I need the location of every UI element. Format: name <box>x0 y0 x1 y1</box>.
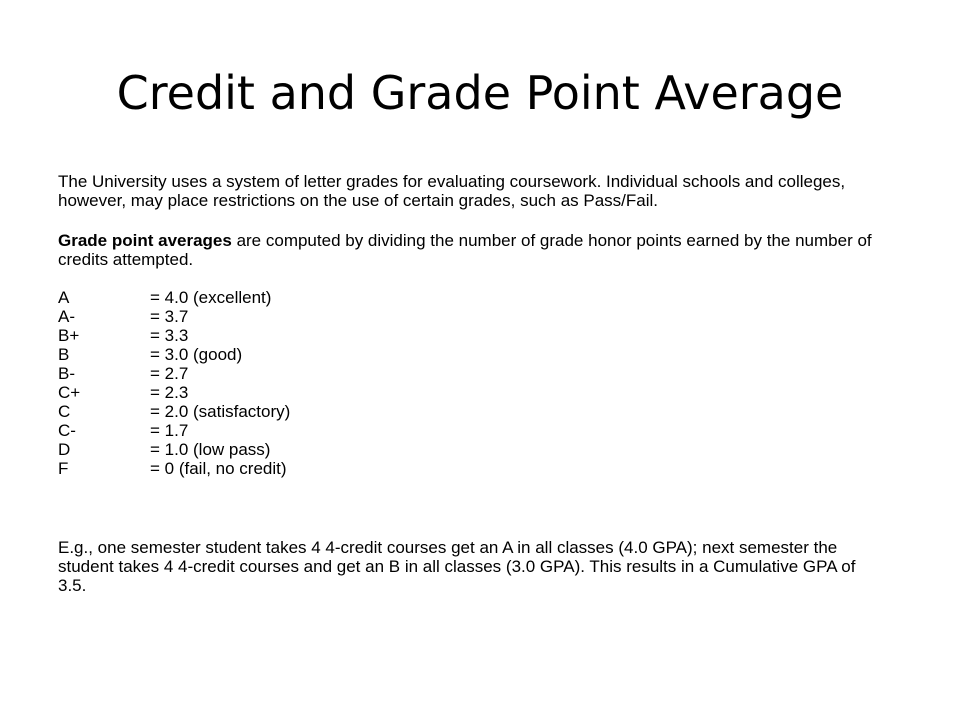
grade-letter: B+ <box>58 326 80 345</box>
grade-letter: D <box>58 440 71 459</box>
grade-value: = 2.0 (satisfactory) <box>150 402 291 421</box>
grade-row <box>58 440 290 459</box>
gpa-definition-text: are computed by dividing the number of grade honor points earned by the number of credits attempted. <box>58 231 872 269</box>
intro-paragraph: The University uses a system of letter grades for evaluating coursework. Individual schools and colleges, however, may place restrictions on the use of certain grades, such as Pass/Fail. <box>58 172 846 210</box>
grade-value: = 2.7 <box>150 364 189 383</box>
grade-row <box>58 364 290 383</box>
grade-letter: C- <box>58 421 76 440</box>
grade-letter: F <box>58 459 69 478</box>
grade-value: = 2.3 <box>150 383 189 402</box>
grade-value: = 3.7 <box>150 307 189 326</box>
grade-value: = 1.0 (low pass) <box>150 440 271 459</box>
grade-row <box>58 402 290 421</box>
grade-letter: B- <box>58 364 75 383</box>
grade-row <box>58 421 290 440</box>
grade-row <box>58 459 290 478</box>
grade-letter: C+ <box>58 383 81 402</box>
slide-title: Credit and Grade Point Average <box>116 66 844 120</box>
grade-row <box>58 345 290 364</box>
grade-row <box>58 288 290 307</box>
grade-value: = 3.3 <box>150 326 189 345</box>
gpa-definition-paragraph <box>58 231 908 269</box>
example-paragraph: E.g., one semester student takes 4 4-credit courses get an A in all classes (4.0 GPA); next semester the student takes 4 4-credit courses and get an B in all classes (3.0 GPA). This results in a Cumulative GPA of 3.5. <box>58 538 856 595</box>
grade-scale-list <box>58 288 290 478</box>
grade-row <box>58 326 290 345</box>
grade-letter: A <box>58 288 70 307</box>
gpa-term: Grade point averages <box>58 231 232 250</box>
grade-row <box>58 383 290 402</box>
grade-value: = 0 (fail, no credit) <box>150 459 287 478</box>
grade-letter: C <box>58 402 71 421</box>
grade-value: = 4.0 (excellent) <box>150 288 272 307</box>
grade-letter: B <box>58 345 70 364</box>
grade-value: = 3.0 (good) <box>150 345 243 364</box>
grade-value: = 1.7 <box>150 421 189 440</box>
grade-row <box>58 307 290 326</box>
grade-letter: A- <box>58 307 75 326</box>
